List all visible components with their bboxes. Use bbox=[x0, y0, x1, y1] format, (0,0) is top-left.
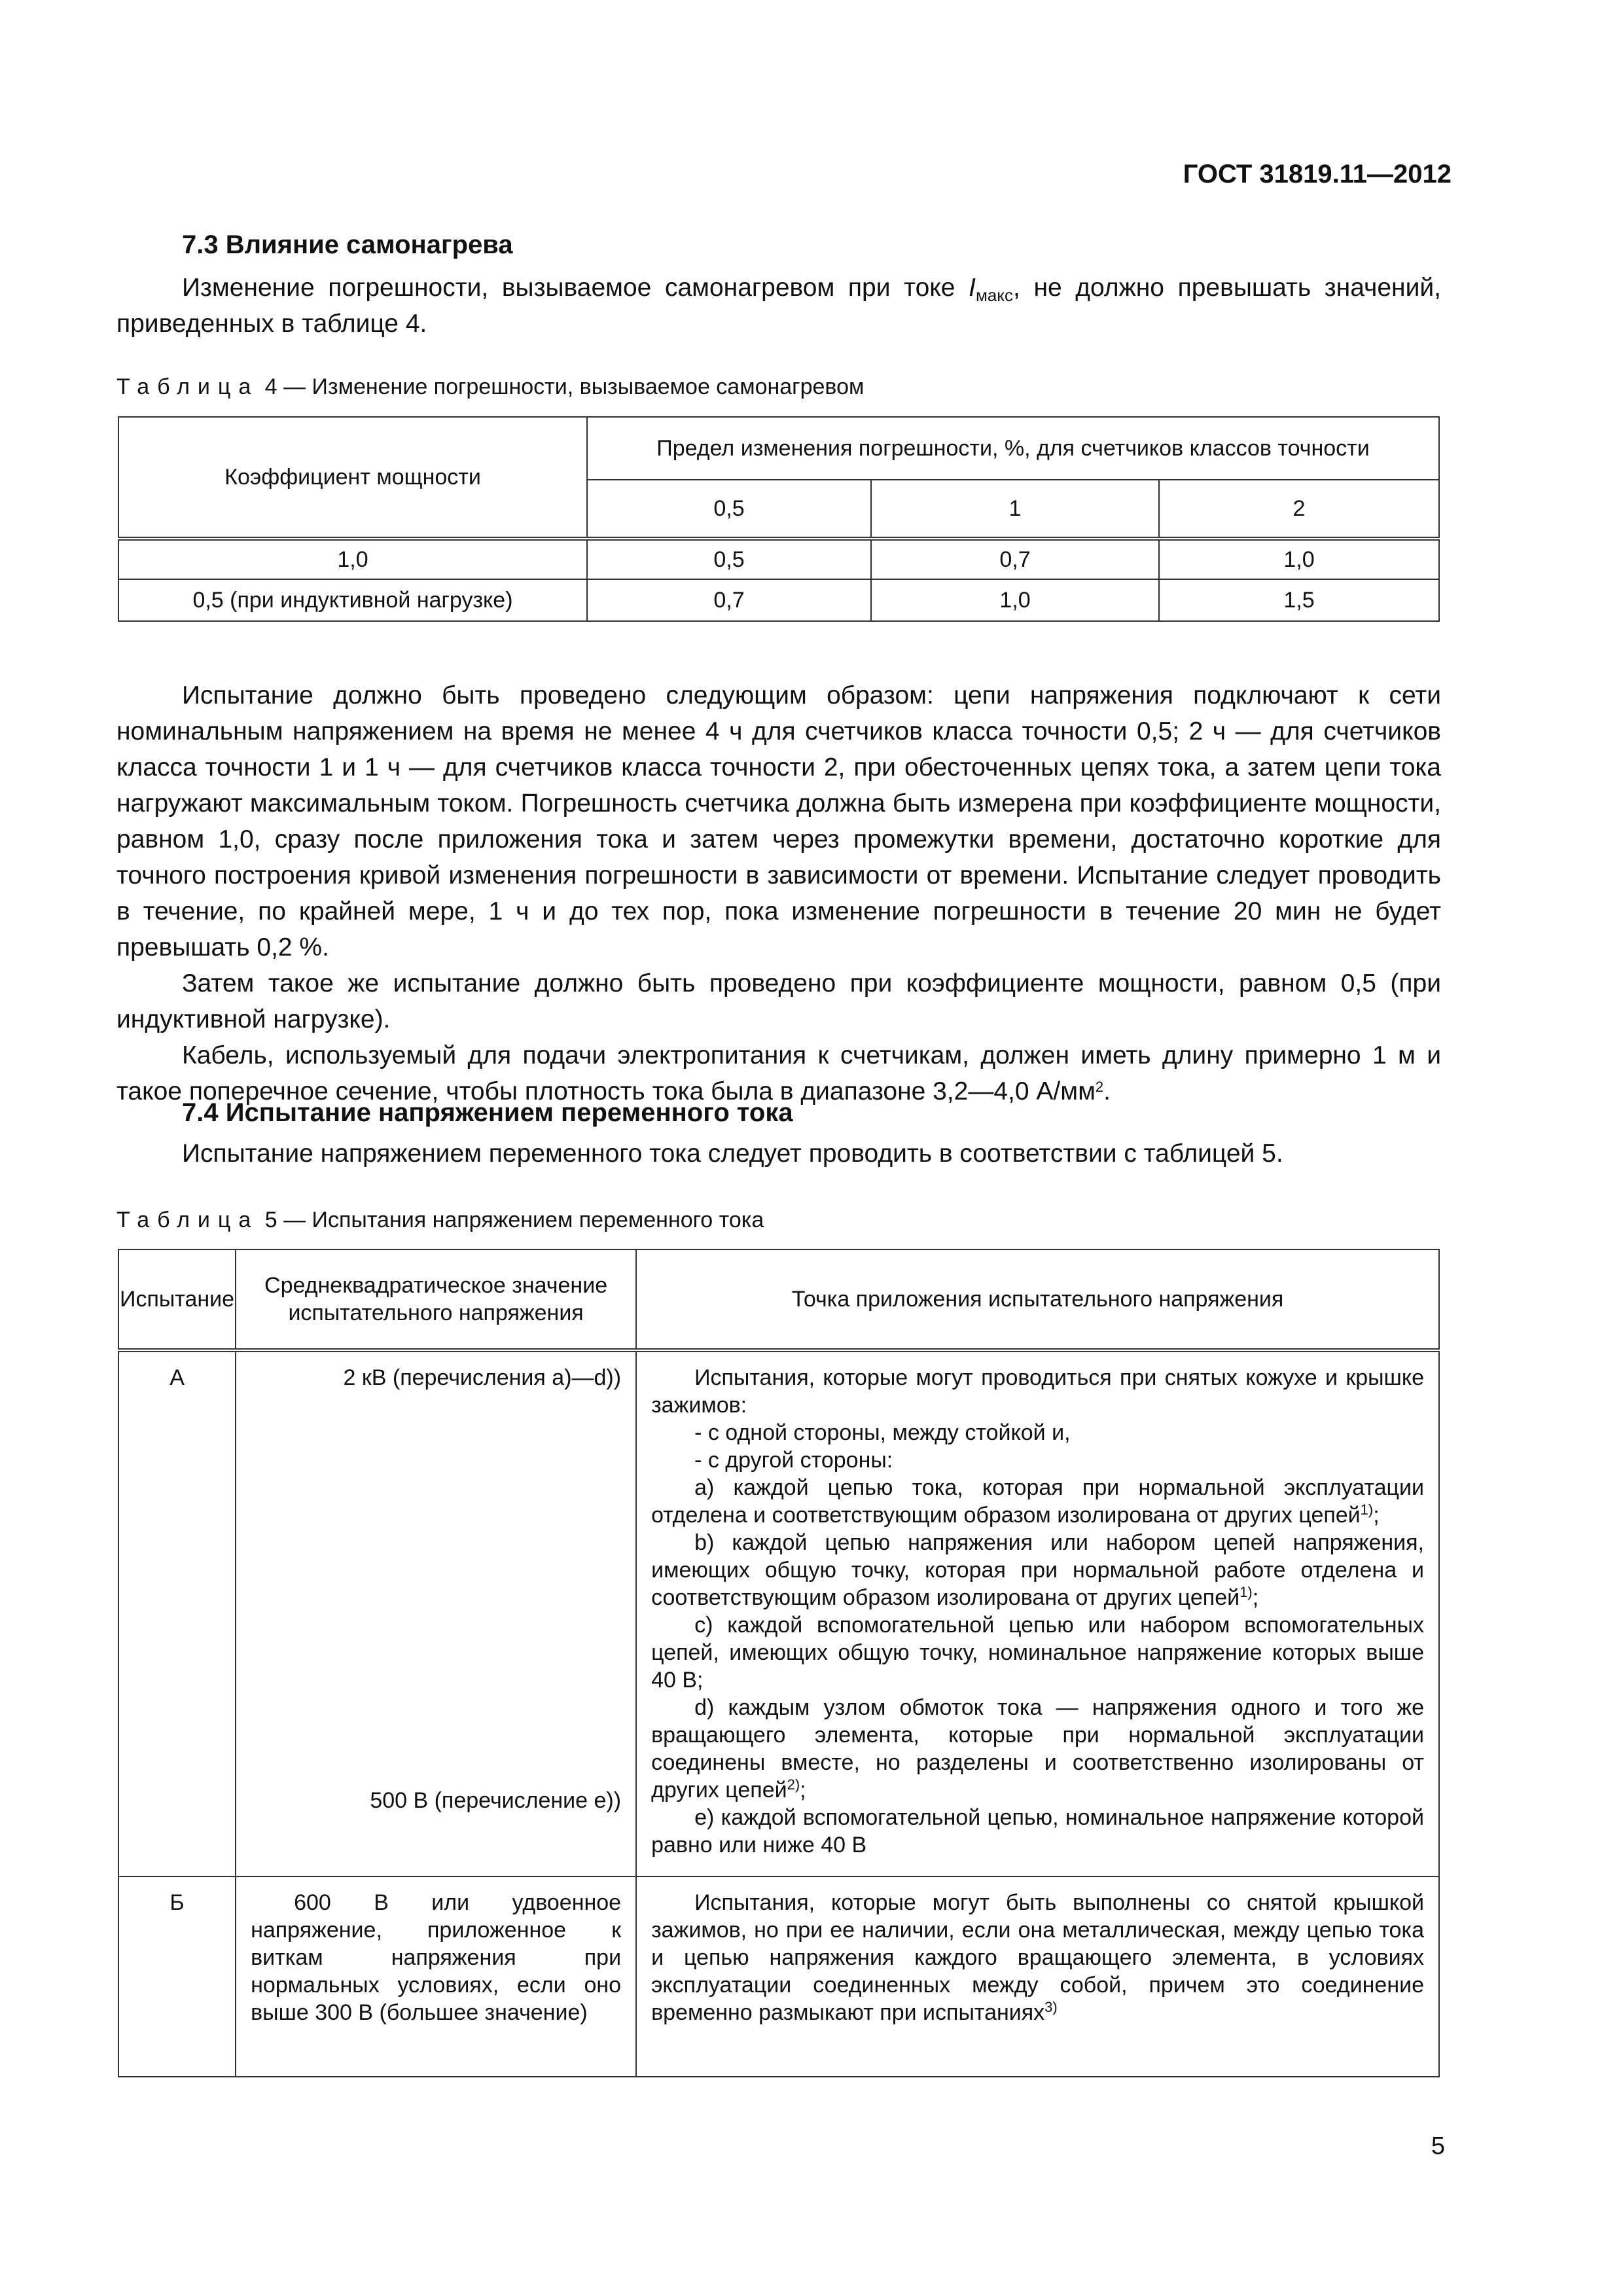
table-4-class-2: 2 bbox=[1159, 480, 1439, 539]
voltage-a-items-a-d: 2 кВ (перечисления а)—d)) bbox=[343, 1365, 622, 1390]
table-row bbox=[118, 579, 1439, 621]
document-code: ГОСТ 31819.11—2012 bbox=[1183, 160, 1452, 188]
paragraph-cable: Кабель, используемый для подачи электропитания к счетчикам, должен иметь длину примерно 1 м и такое поперечное сечение, чтобы плотность тока была в диапазоне 3,2—4,0 $А/мм^2$. bbox=[116, 1041, 1441, 1105]
table-5-header-test: Испытание bbox=[118, 1249, 236, 1350]
table-5-test-b: Б bbox=[118, 1876, 236, 2077]
table-5-caption: Таблица 5 — Испытания напряжением переменного тока bbox=[116, 1208, 764, 1232]
table-4-cell: 0,5 bbox=[587, 539, 871, 579]
table-row bbox=[118, 539, 1439, 579]
table-4-header-power-factor: Коэффициент мощности bbox=[118, 417, 587, 539]
table-4-cell: 0,7 bbox=[871, 539, 1159, 579]
table-5-point-b: Испытания, которые могут быть выполнены со снятой крышкой зажимов, но при ее наличии, если она металлическая, между цепью тока и цепью напряжения каждого вращающего элемента, в условиях эксплуатации соединенных между собой, причем это соединение временно размыкают при испытаниях$^{3)}$ bbox=[636, 1876, 1439, 2077]
table-4 bbox=[118, 416, 1440, 622]
table-4-cell: 1,5 bbox=[1159, 579, 1439, 621]
table-5-header-rms: Среднеквадратическое значение испытательного напряжения bbox=[236, 1249, 636, 1350]
table-4-cell: 0,5 (при индуктивной нагрузке) bbox=[118, 579, 587, 621]
body-text bbox=[116, 677, 1441, 1109]
table-4-caption: Таблица 4 — Изменение погрешности, вызываемое самонагревом bbox=[116, 374, 865, 399]
table-4-class-1: 1 bbox=[871, 480, 1159, 539]
section-7-4-heading: 7.4 Испытание напряжением переменного тока bbox=[182, 1098, 793, 1127]
table-4-cell: 1,0 bbox=[118, 539, 587, 579]
table-4-cell: 1,0 bbox=[871, 579, 1159, 621]
table-5-point-a: Испытания, которые могут проводиться при снятых кожухе и крышке зажимов: - с одной стороны, между стойкой и, - с другой стороны: а) каждой цепью тока, которая при нормальной эксплуатации отделена и соответствующим образом изолирована от других цепей$^{1)}$; b) каждой цепью напряжения или набором цепей напряжения, имеющих общую точку, которая при нормальной работе отделена и соответствующим образом изолирована от других цепей$^{1)}$; с) каждой вспомогательной цепью или набором вспомогательных цепей, имеющих общую точку, номинальное напряжение которых выше 40 В; d) каждым узлом обмоток тока — напряжения одного и того же вращающего элемента, которые при нормальной эксплуатации соединены вместе, но разделены и соответственно изолированы от других цепей$^{2)}$; е) каждой вспомогательной цепью, номинальное напряжение которой равно или ниже 40 В bbox=[636, 1350, 1439, 1876]
section-7-3-intro: Изменение погрешности, вызываемое самонагревом при токе $I_{макс}$, не должно превышать значений, приведенных в таблице 4. bbox=[116, 274, 1441, 338]
table-row bbox=[118, 1876, 1439, 2077]
page-number: 5 bbox=[1431, 2132, 1445, 2160]
section-7-3-heading: 7.3 Влияние самонагрева bbox=[182, 230, 513, 259]
voltage-a-item-e: 500 В (перечисление е)) bbox=[370, 1788, 622, 1813]
table-5-voltage-a bbox=[236, 1350, 636, 1876]
table-4-cell: 0,7 bbox=[587, 579, 871, 621]
table-4-header-limit: Предел изменения погрешности, %, для счетчиков классов точности bbox=[587, 417, 1439, 480]
table-5-voltage-b: 600 В или удвоенное напряжение, приложенное к виткам напряжения при нормальных условиях, если оно выше 300 В (большее значение) bbox=[236, 1876, 636, 2077]
section-7-4-intro: Испытание напряжением переменного тока следует проводить в соответствии с таблицей 5. bbox=[182, 1139, 1283, 1168]
paragraph-test-procedure: Испытание должно быть проведено следующим образом: цепи напряжения подключают к сети номинальным напряжением на время не менее 4 ч для счетчиков класса точности 0,5; 2 ч — для счетчиков класса точности 1 и 1 ч — для счетчиков класса точности 2, при обесточенных цепях тока, а затем цепи тока нагружают максимальным током. Погрешность счетчика должна быть измерена при коэффициенте мощности, равном 1,0, сразу после приложения тока и затем через промежутки времени, достаточно короткие для точного построения кривой изменения погрешности в зависимости от времени. Испытание следует проводить в течение, по крайней мере, 1 ч и до тех пор, пока изменение погрешности в течение 20 мин не будет превышать 0,2 %. bbox=[116, 681, 1441, 961]
table-row bbox=[118, 1350, 1439, 1876]
table-4-cell: 1,0 bbox=[1159, 539, 1439, 579]
paragraph-repeat-test: Затем такое же испытание должно быть проведено при коэффициенте мощности, равном 0,5 (при индуктивной нагрузке). bbox=[116, 969, 1441, 1033]
table-5-test-a: А bbox=[118, 1350, 236, 1876]
table-5-header-point: Точка приложения испытательного напряжения bbox=[636, 1249, 1439, 1350]
table-4-class-0-5: 0,5 bbox=[587, 480, 871, 539]
table-5 bbox=[118, 1249, 1440, 2077]
